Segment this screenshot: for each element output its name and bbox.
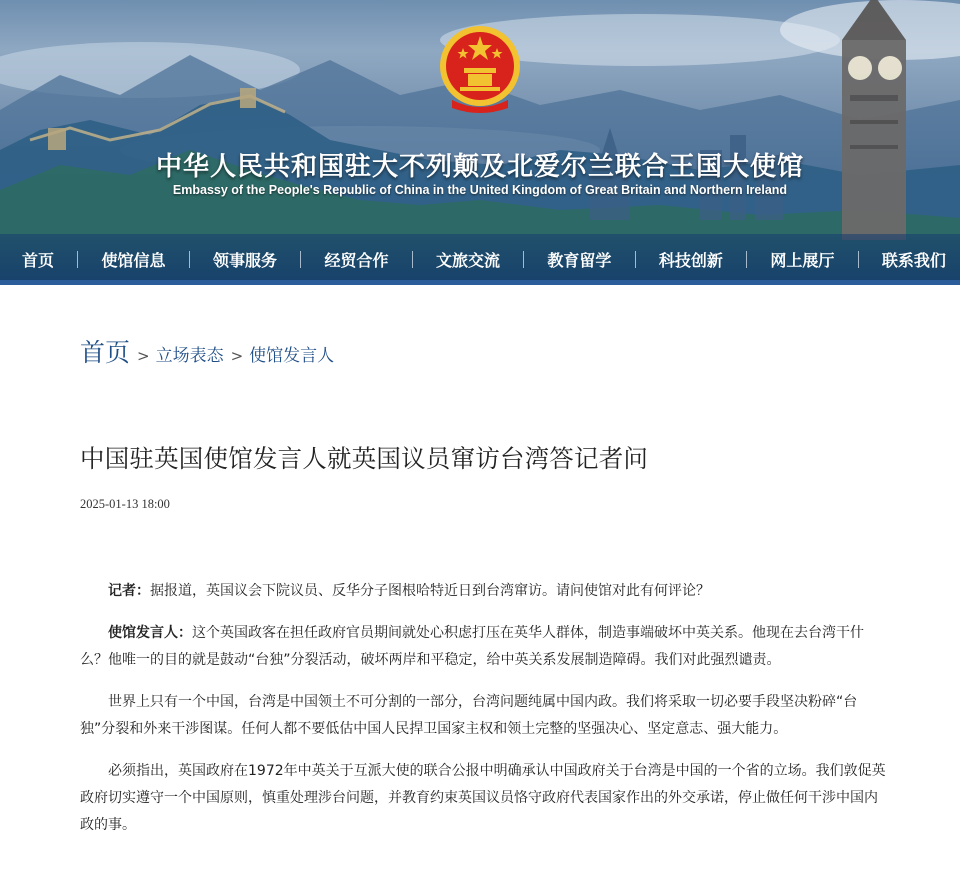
article-paragraph bbox=[80, 689, 890, 743]
nav-item-home[interactable]: 首页 bbox=[22, 250, 55, 270]
nav-item-education[interactable]: 教育留学 bbox=[547, 250, 612, 270]
nav-item-science-tech[interactable]: 科技创新 bbox=[658, 250, 723, 270]
article-paragraph bbox=[80, 578, 890, 605]
breadcrumb-spokesperson-link[interactable]: 使馆发言人 bbox=[249, 346, 335, 366]
nav-divider bbox=[77, 251, 78, 268]
nav-divider bbox=[412, 251, 413, 268]
national-emblem-icon bbox=[438, 22, 522, 114]
nav-item-embassy-info[interactable]: 使馆信息 bbox=[101, 250, 166, 270]
nav-divider bbox=[523, 251, 524, 268]
nav-item-trade[interactable]: 经贸合作 bbox=[324, 250, 389, 270]
nav-divider bbox=[300, 251, 301, 268]
article-body bbox=[80, 578, 890, 854]
nav-bottom-bar bbox=[0, 280, 960, 285]
nav-divider bbox=[858, 251, 859, 268]
breadcrumb-separator: > bbox=[230, 347, 244, 365]
nav-divider bbox=[746, 251, 747, 268]
nav-divider bbox=[635, 251, 636, 268]
speaker-label: 使馆发言人： bbox=[108, 625, 192, 641]
article-paragraph bbox=[80, 758, 890, 839]
speaker-label: 记者： bbox=[108, 583, 150, 599]
breadcrumb-separator: > bbox=[137, 347, 150, 365]
paragraph-text: 世界上只有一个中国，台湾是中国领土不可分割的一部分，台湾问题纯属中国内政。我们将采取一切必要手段坚决粉碎“台独”分裂和外来干涉图谋。任何人都不要低估中国人民捍卫国家主权和领土完整的坚强决心、坚定意志、强大能力。 bbox=[80, 694, 858, 737]
header-banner bbox=[0, 0, 960, 285]
article-paragraph bbox=[80, 620, 890, 674]
paragraph-text: 这个英国政客在担任政府官员期间就处心积虑打压在英华人群体，制造事端破坏中英关系。他现在去台湾干什么？他唯一的目的就是鼓动“台独”分裂活动，破坏两岸和平稳定，给中英关系发展制造障碍。我们对此强烈谴责。 bbox=[80, 625, 864, 668]
breadcrumb bbox=[80, 333, 334, 369]
article-title: 中国驻英国使馆发言人就英国议员窜访台湾答记者问 bbox=[80, 444, 649, 473]
main-nav bbox=[0, 234, 960, 284]
nav-item-online-exhibition[interactable]: 网上展厅 bbox=[770, 250, 835, 270]
nav-divider bbox=[189, 251, 190, 268]
paragraph-text: 必须指出，英国政府在1972年中英关于互派大使的联合公报中明确承认中国政府关于台湾是中国的一个省的立场。我们敦促英政府切实遵守一个中国原则，慎重处理涉台问题，并教育约束英国议员恪守政府代表国家作出的外交承诺，停止做任何干涉中国内政的事。 bbox=[80, 763, 886, 833]
paragraph-text: 据报道，英国议会下院议员、反华分子图根哈特近日到台湾窜访。请问使馆对此有何评论？ bbox=[150, 583, 710, 599]
nav-item-contact[interactable]: 联系我们 bbox=[881, 250, 946, 270]
breadcrumb-home-link[interactable]: 首页 bbox=[80, 338, 131, 367]
site-title: 中华人民共和国驻大不列颠及北爱尔兰联合王国大使馆 bbox=[155, 152, 804, 182]
article-date: 2025-01-13 18:00 bbox=[80, 497, 170, 511]
site-subtitle: Embassy of the People's Republic of China in the United Kingdom of Great Britain and Northern Ireland bbox=[172, 183, 788, 197]
breadcrumb-position-statements-link[interactable]: 立场表态 bbox=[155, 346, 224, 366]
nav-item-consular-services[interactable]: 领事服务 bbox=[212, 250, 277, 270]
nav-item-culture-tourism[interactable]: 文旅交流 bbox=[435, 250, 500, 270]
